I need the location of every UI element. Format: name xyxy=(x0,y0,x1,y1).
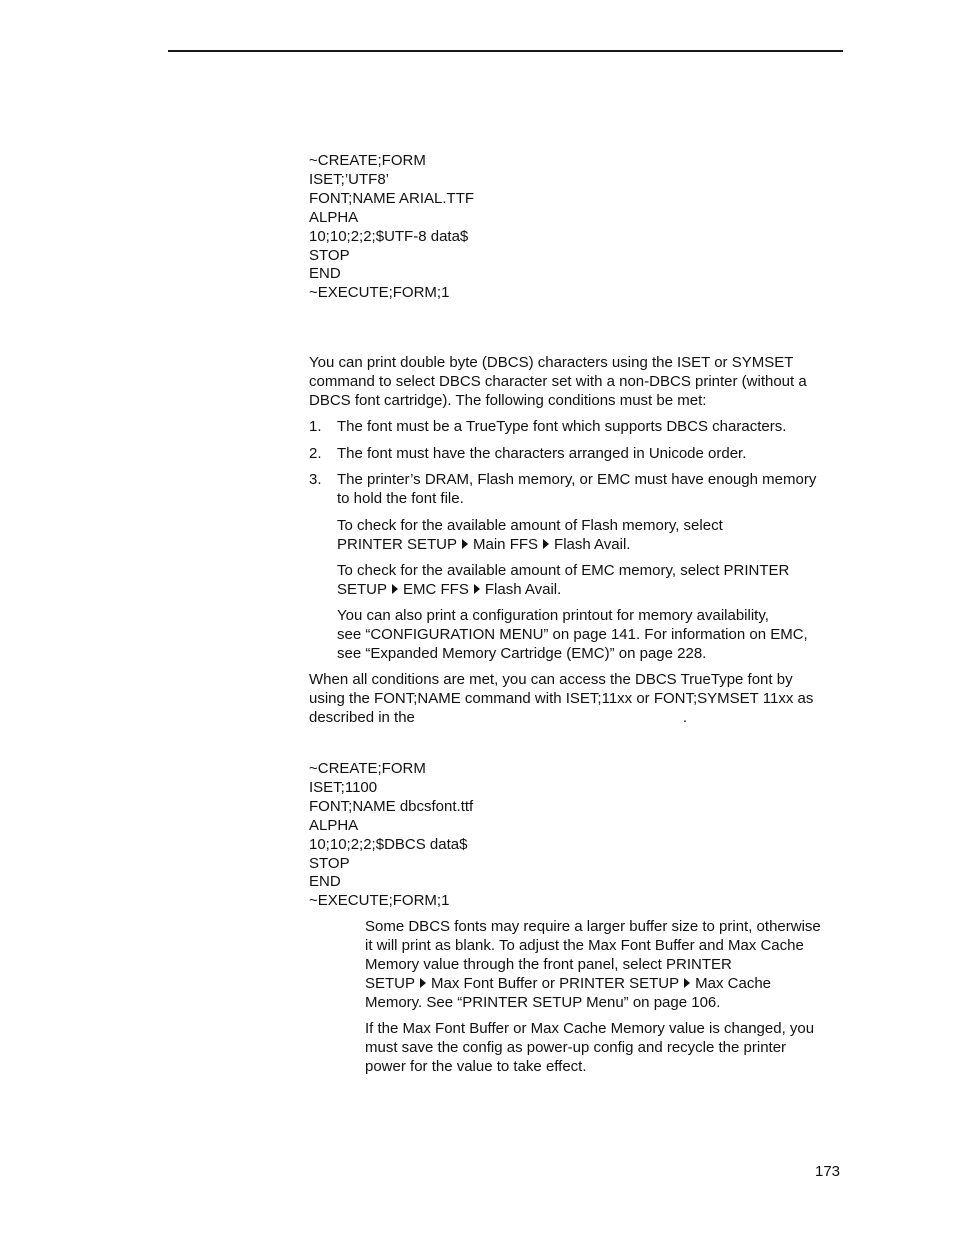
header-rule xyxy=(168,50,843,52)
right-triangle-icon xyxy=(543,539,549,549)
conditions-met-paragraph xyxy=(309,671,813,728)
code-line: ALPHA xyxy=(309,816,359,834)
text-line: If the Max Font Buffer or Max Cache Memory value is changed, you xyxy=(365,1020,815,1037)
text-line: described in the . xyxy=(309,708,688,726)
code-line: END xyxy=(309,265,341,283)
buffer-size-note xyxy=(365,918,821,1013)
code-line: ISET;1100 xyxy=(309,778,378,796)
right-triangle-icon xyxy=(462,539,468,549)
menu-path: SETUP Max Font Buffer or PRINTER SETUP Max Cache xyxy=(365,974,772,992)
menu-path: PRINTER SETUP Main FFS Flash Avail. xyxy=(337,535,631,553)
code-line: END xyxy=(309,873,341,891)
flash-memory-paragraph xyxy=(337,517,723,555)
text-line: To check for the available amount of EMC memory, select PRINTER xyxy=(337,562,790,579)
text-line: using the FONT;NAME command with ISET;11xx or FONT;SYMSET 11xx as xyxy=(309,689,814,707)
code-line: STOP xyxy=(309,246,350,264)
code-line: STOP xyxy=(309,854,350,872)
code-line: ALPHA xyxy=(309,208,359,226)
code-line: ~EXECUTE;FORM;1 xyxy=(309,284,450,302)
text-line: it will print as blank. To adjust the Max Font Buffer and Max Cache xyxy=(365,936,804,954)
text-line: To check for the available amount of Flash memory, select xyxy=(337,517,723,534)
code-example-dbcs xyxy=(309,760,473,911)
text-line: DBCS font cartridge). The following conditions must be met: xyxy=(309,391,707,409)
text-line: see “Expanded Memory Cartridge (EMC)” on page 228. xyxy=(337,644,707,662)
code-line: ~CREATE;FORM xyxy=(309,152,426,169)
text-line: Memory. See “PRINTER SETUP Menu” on page 106. xyxy=(365,993,721,1011)
step-text: The printer’s DRAM, Flash memory, or EMC must have enough memory xyxy=(337,471,817,488)
step-text: The font must have the characters arranged in Unicode order. xyxy=(337,445,747,462)
emc-memory-paragraph xyxy=(337,562,789,600)
code-line: 10;10;2;2;$DBCS data$ xyxy=(309,835,468,853)
config-printout-paragraph xyxy=(337,607,808,664)
step-number: 1. xyxy=(309,418,322,435)
config-save-note xyxy=(365,1020,814,1077)
text-line: Memory value through the front panel, select PRINTER xyxy=(365,955,732,973)
code-line: 10;10;2;2;$UTF-8 data$ xyxy=(309,227,469,245)
code-line: FONT;NAME ARIAL.TTF xyxy=(309,189,475,207)
right-triangle-icon xyxy=(392,584,398,594)
step-text: The font must be a TrueType font which supports DBCS characters. xyxy=(337,418,787,435)
text-line: must save the config as power-up config and recycle the printer xyxy=(365,1038,787,1056)
step-number: 3. xyxy=(309,471,322,488)
code-line: FONT;NAME dbcsfont.ttf xyxy=(309,797,474,815)
code-line: ~CREATE;FORM xyxy=(309,760,426,777)
page-number: 173 xyxy=(815,1163,841,1180)
menu-path: SETUP EMC FFS Flash Avail. xyxy=(337,580,562,598)
code-line: ISET;’UTF8’ xyxy=(309,170,390,188)
right-triangle-icon xyxy=(420,978,426,988)
step-text: to hold the font file. xyxy=(337,489,464,507)
right-triangle-icon xyxy=(684,978,690,988)
text-line: You can print double byte (DBCS) characters using the ISET or SYMSET xyxy=(309,354,794,371)
text-line: When all conditions are met, you can access the DBCS TrueType font by xyxy=(309,671,793,688)
text-line: You can also print a configuration printout for memory availability, xyxy=(337,607,769,624)
code-example-utf8 xyxy=(309,152,474,303)
text-line: Some DBCS fonts may require a larger buffer size to print, otherwise xyxy=(365,918,821,935)
step-number: 2. xyxy=(309,445,322,462)
dbcs-intro-paragraph xyxy=(309,354,807,411)
text-line: see “CONFIGURATION MENU” on page 141. For information on EMC, xyxy=(337,625,808,643)
text-line: power for the value to take effect. xyxy=(365,1057,587,1075)
text-line: command to select DBCS character set with a non-DBCS printer (without a xyxy=(309,372,807,390)
code-line: ~EXECUTE;FORM;1 xyxy=(309,892,450,910)
right-triangle-icon xyxy=(474,584,480,594)
